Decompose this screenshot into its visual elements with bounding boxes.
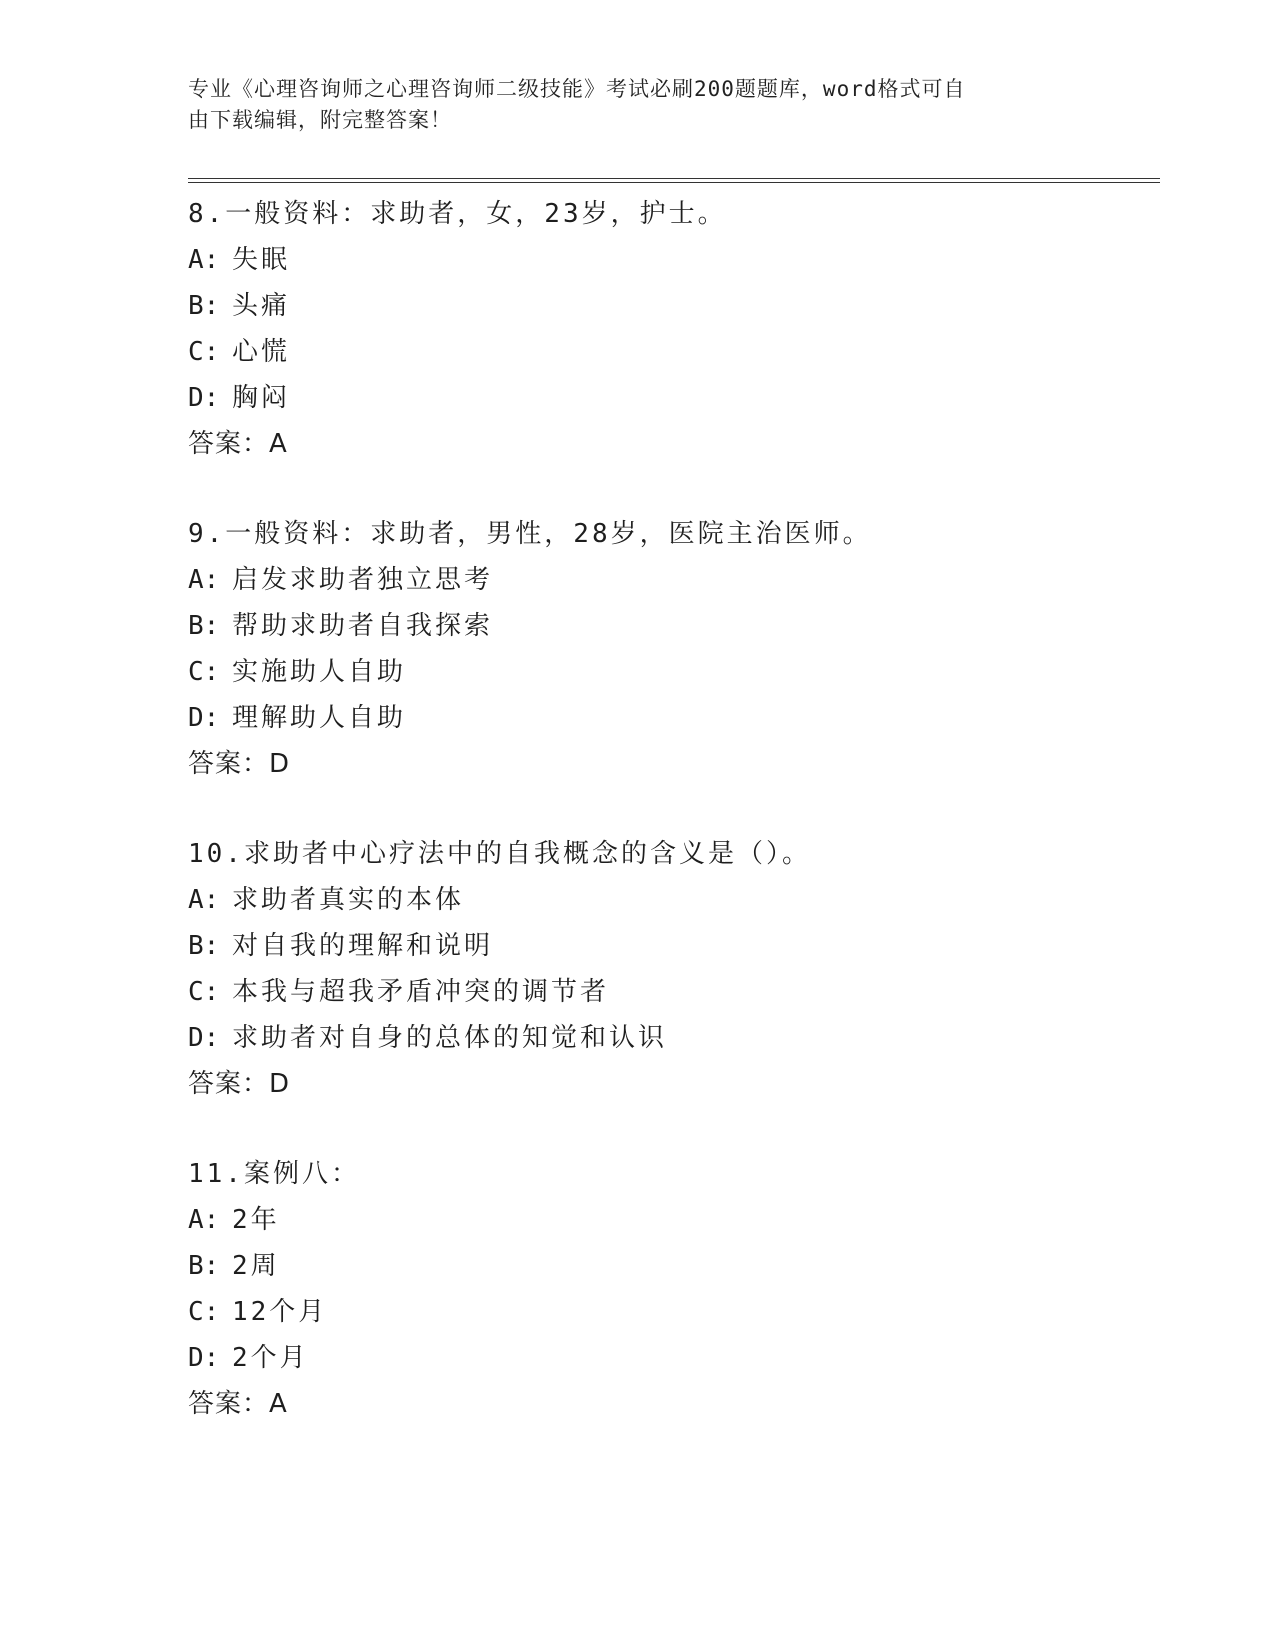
option-letter: D: — [188, 1023, 220, 1053]
answer-line: 答案：A — [188, 429, 288, 459]
option-text: 启发求助者独立思考 — [232, 565, 494, 595]
option-text: 实施助人自助 — [232, 657, 407, 687]
question-stem: 10.求助者中心疗法中的自我概念的含义是（）。 — [188, 839, 811, 869]
header-line-2: 由下载编辑，附完整答案！ — [188, 108, 452, 132]
option-letter: B: — [188, 1251, 220, 1281]
option-text: 帮助求助者自我探索 — [232, 611, 494, 641]
option-letter: D: — [188, 703, 220, 733]
option-d — [188, 375, 1188, 421]
option-letter: C: — [188, 1297, 220, 1327]
option-b — [188, 923, 1188, 969]
question-item — [188, 831, 1188, 1107]
option-a — [188, 557, 1188, 603]
option-letter: D: — [188, 383, 220, 413]
header-divider — [188, 178, 1160, 183]
option-text: 胸闷 — [232, 383, 291, 413]
option-text: 2个月 — [232, 1343, 309, 1373]
option-text: 本我与超我矛盾冲突的调节者 — [232, 977, 610, 1007]
option-d — [188, 695, 1188, 741]
answer-line: 答案：A — [188, 1389, 288, 1419]
option-text: 求助者真实的本体 — [232, 885, 465, 915]
option-text: 失眠 — [232, 245, 291, 275]
option-c — [188, 329, 1188, 375]
option-a — [188, 877, 1188, 923]
document-header — [188, 74, 1068, 136]
option-text: 头痛 — [232, 291, 291, 321]
option-text: 求助者对自身的总体的知觉和认识 — [232, 1023, 668, 1053]
option-letter: D: — [188, 1343, 220, 1373]
option-letter: B: — [188, 931, 220, 961]
answer-line: 答案：D — [188, 1069, 291, 1099]
question-list — [188, 191, 1188, 1427]
option-letter: B: — [188, 611, 220, 641]
option-letter: A: — [188, 1205, 220, 1235]
option-c — [188, 969, 1188, 1015]
option-c — [188, 1289, 1188, 1335]
option-text: 2周 — [232, 1251, 280, 1281]
option-text: 对自我的理解和说明 — [232, 931, 494, 961]
option-d — [188, 1015, 1188, 1061]
option-letter: B: — [188, 291, 220, 321]
option-a — [188, 1197, 1188, 1243]
question-item — [188, 191, 1188, 467]
question-item — [188, 1151, 1188, 1427]
question-stem: 8.一般资料：求助者，女，23岁，护士。 — [188, 199, 727, 229]
header-line-1: 专业《心理咨询师之心理咨询师二级技能》考试必刷200题题库，word格式可自 — [188, 77, 966, 101]
option-letter: C: — [188, 657, 220, 687]
question-stem: 9.一般资料：求助者，男性，28岁，医院主治医师。 — [188, 519, 872, 549]
option-b — [188, 1243, 1188, 1289]
option-letter: C: — [188, 337, 220, 367]
option-d — [188, 1335, 1188, 1381]
option-letter: A: — [188, 885, 220, 915]
option-c — [188, 649, 1188, 695]
option-letter: C: — [188, 977, 220, 1007]
option-letter: A: — [188, 245, 220, 275]
question-item — [188, 511, 1188, 787]
option-text: 心慌 — [232, 337, 291, 367]
option-letter: A: — [188, 565, 220, 595]
answer-line: 答案：D — [188, 749, 291, 779]
option-text: 理解助人自助 — [232, 703, 407, 733]
option-a — [188, 237, 1188, 283]
option-b — [188, 283, 1188, 329]
option-text: 2年 — [232, 1205, 280, 1235]
option-b — [188, 603, 1188, 649]
question-stem: 11.案例八： — [188, 1159, 360, 1189]
option-text: 12个月 — [232, 1297, 328, 1327]
